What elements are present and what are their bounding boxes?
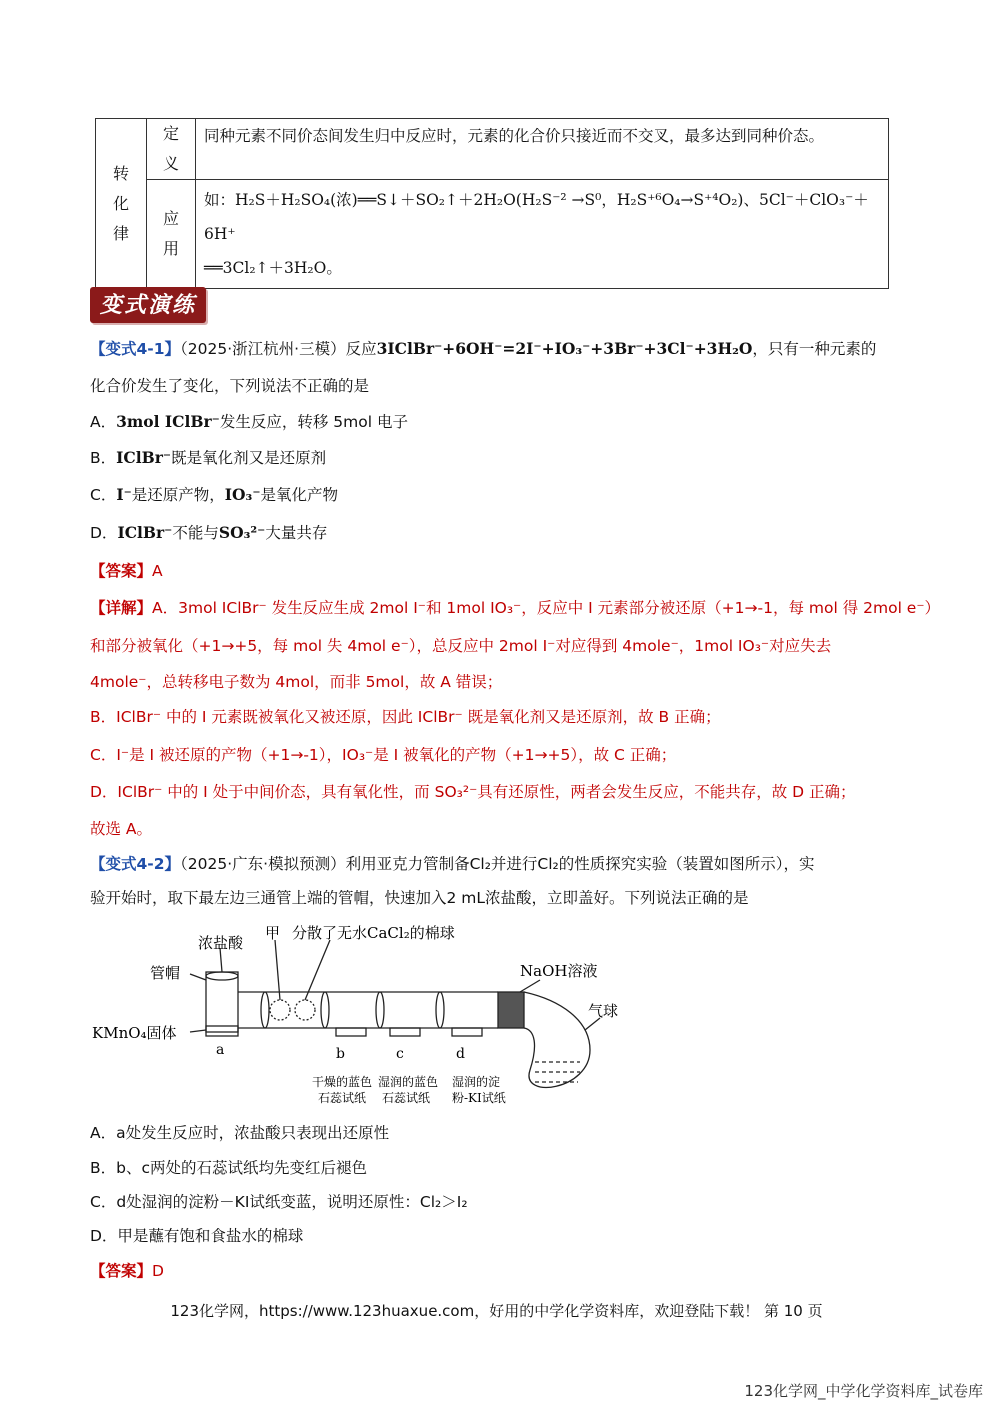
q1-option-b bbox=[90, 447, 326, 469]
q2-stem-text: （2025·广东·模拟预测）利用亚克力管制备Cl₂并进行Cl₂的性质探究实验（装置如图所示），实 bbox=[180, 855, 815, 873]
q2-stem-line-2: 验开始时，取下最左边三通管上端的管帽，快速加入2 mL浓盐酸，立即盖好。下列说法正确的是 bbox=[90, 889, 749, 907]
detail-tag: 【详解】 bbox=[90, 599, 153, 617]
q1-option-c bbox=[90, 484, 338, 506]
answer-tag: 【答案】 bbox=[90, 562, 153, 580]
option-letter: D． bbox=[90, 524, 118, 542]
conversion-law-table bbox=[95, 118, 889, 289]
answer-value: D bbox=[152, 1262, 164, 1280]
cotton-ball bbox=[270, 1000, 290, 1020]
application-line-1: 如：H₂S＋H₂SO₄(浓)══S↓＋SO₂↑＋2H₂O(H₂S⁻² →S⁰，H₂S⁺⁶O₄→S⁺⁴O₂)、5Cl⁻＋ClO₃⁻＋6H⁺ bbox=[204, 191, 869, 243]
formula: SO₃²⁻ bbox=[218, 523, 266, 542]
q2-answer bbox=[90, 1260, 164, 1282]
option-text: 不能与 bbox=[172, 524, 219, 542]
page-footer: 123化学网，https://www.123huaxue.com，好用的中学化学资料库，欢迎登陆下载！ 第 10 页 bbox=[170, 1302, 823, 1320]
cotton-ball bbox=[295, 1000, 315, 1020]
law-label-char: 化 bbox=[112, 193, 129, 213]
q1-detail-line-3: 4mole⁻，总转移电子数为 4mol，而非 5mol，故 A 错误； bbox=[90, 673, 503, 691]
label-b: b bbox=[336, 1046, 345, 1062]
application-label-char: 应 bbox=[162, 209, 179, 228]
q1-option-d bbox=[90, 522, 327, 544]
branch-d bbox=[452, 1028, 482, 1036]
detail-text: A．3mol IClBr⁻ 发生反应生成 2mol I⁻和 1mol IO₃⁻，反应中 I 元素部分被还原（+1→-1，每 mol 得 2mol e⁻） bbox=[152, 599, 941, 617]
formula: I⁻ bbox=[116, 485, 132, 504]
formula: IClBr⁻ bbox=[116, 448, 172, 467]
note-d-1: 湿润的淀 bbox=[452, 1075, 501, 1089]
option-text: 大量共存 bbox=[265, 524, 328, 542]
q1-option-a bbox=[90, 411, 408, 433]
note-c-1: 湿润的蓝色 bbox=[378, 1075, 439, 1089]
label-c: c bbox=[396, 1046, 404, 1062]
q2-option-c: C．d处湿润的淀粉－KI试纸变蓝，说明还原性：Cl₂＞I₂ bbox=[90, 1193, 468, 1211]
q1-stem-line-1 bbox=[90, 338, 876, 360]
q1-detail-line-7: 故选 A。 bbox=[90, 820, 153, 838]
definition-text-cell bbox=[196, 119, 889, 180]
q1-answer bbox=[90, 560, 163, 582]
label-hcl: 浓盐酸 bbox=[198, 934, 244, 952]
q1-equation: 3IClBr⁻+6OH⁻=2I⁻+IO₃⁻+3Br⁻+3Cl⁻+3H₂O bbox=[376, 339, 753, 358]
practice-banner-text: 变式演练 bbox=[99, 292, 196, 318]
label-balloon: 气球 bbox=[588, 1002, 619, 1020]
branch-c bbox=[390, 1028, 420, 1036]
balloon bbox=[524, 992, 590, 1087]
q1-detail-line-6: D．IClBr⁻ 中的 I 处于中间价态，具有氧化性，而 SO₃²⁻具有还原性，两者会发生反应，不能共存，故 D 正确； bbox=[90, 783, 856, 801]
definition-label-cell bbox=[147, 119, 196, 180]
branch-b bbox=[336, 1028, 366, 1036]
practice-banner bbox=[90, 287, 206, 323]
option-text: 既是氧化剂又是还原剂 bbox=[171, 449, 327, 467]
formula: 3mol IClBr⁻ bbox=[116, 412, 220, 431]
answer-value: A bbox=[152, 562, 163, 580]
note-b-1: 干燥的蓝色 bbox=[312, 1075, 373, 1089]
application-label-char: 用 bbox=[162, 239, 179, 258]
q1-detail-line-2: 和部分被氧化（+1→+5，每 mol 失 4mol e⁻），总反应中 2mol I⁻对应得到 4mole⁻，1mol IO₃⁻对应失去 bbox=[90, 637, 832, 655]
label-a: a bbox=[216, 1042, 225, 1058]
law-label-cell bbox=[96, 119, 147, 289]
tube-cap bbox=[206, 972, 238, 980]
option-letter: B． bbox=[90, 449, 117, 467]
definition-label-char: 定 bbox=[162, 124, 179, 143]
q1-stem-text: ，只有一种元素的 bbox=[752, 340, 877, 358]
note-c-2: 石蕊试纸 bbox=[382, 1091, 431, 1105]
label-d: d bbox=[456, 1046, 465, 1062]
label-jia: 甲 bbox=[265, 924, 281, 942]
definition-label-char: 义 bbox=[162, 154, 179, 173]
apparatus-figure bbox=[90, 920, 650, 1120]
q1-stem-line-2: 化合价发生了变化，下列说法不正确的是 bbox=[90, 377, 370, 395]
law-label-char: 转 bbox=[112, 163, 129, 183]
q1-stem-text: （2025·浙江杭州·三模）反应 bbox=[180, 340, 377, 358]
answer-tag: 【答案】 bbox=[90, 1262, 153, 1280]
naoh-bulb-connector bbox=[498, 992, 524, 1028]
application-label-cell bbox=[147, 180, 196, 289]
q2-option-d: D．甲是蘸有饱和食盐水的棉球 bbox=[90, 1227, 304, 1245]
option-text: 发生反应，转移 5mol 电子 bbox=[219, 413, 408, 431]
application-text-cell bbox=[196, 180, 889, 289]
q2-tag: 【变式4-2】 bbox=[90, 855, 181, 873]
law-label-char: 律 bbox=[112, 223, 129, 243]
formula: IClBr⁻ bbox=[117, 523, 173, 542]
formula: IO₃⁻ bbox=[224, 485, 261, 504]
q1-tag: 【变式4-1】 bbox=[90, 340, 181, 358]
option-letter: A． bbox=[90, 413, 117, 431]
note-d-2: 粉-KI试纸 bbox=[452, 1091, 506, 1105]
label-cap: 管帽 bbox=[150, 964, 181, 982]
law-label bbox=[96, 159, 146, 249]
label-kmno4: KMnO₄固体 bbox=[92, 1024, 177, 1042]
q2-option-a: A．a处发生反应时，浓盐酸只表现出还原性 bbox=[90, 1124, 390, 1142]
note-b-2: 石蕊试纸 bbox=[318, 1091, 367, 1105]
q1-detail-line-4: B．IClBr⁻ 中的 I 元素既被氧化又被还原，因此 IClBr⁻ 既是氧化剂又是还原剂，故 B 正确； bbox=[90, 708, 721, 726]
application-line-2: ══3Cl₂↑＋3H₂O。 bbox=[204, 259, 342, 277]
option-letter: C． bbox=[90, 486, 117, 504]
definition-text: 同种元素不同价态间发生归中反应时，元素的化合价只接近而不交叉，最多达到同种价态。 bbox=[204, 127, 825, 145]
kmno4-tube-bottom bbox=[206, 1026, 238, 1036]
q1-detail-line-5: C．I⁻是 I 被还原的产物（+1→-1），IO₃⁻是 I 被氧化的产物（+1→+5），故 C 正确； bbox=[90, 746, 677, 764]
label-naoh: NaOH溶液 bbox=[520, 962, 598, 980]
corner-watermark: 123化学网_中学化学资料库_试卷库 bbox=[744, 1382, 983, 1400]
option-text: 是还原产物， bbox=[131, 486, 225, 504]
option-text: 是氧化产物 bbox=[260, 486, 339, 504]
three-way-tube bbox=[206, 972, 238, 1032]
label-cotton: 分散了无水CaCl₂的棉球 bbox=[292, 924, 455, 942]
q1-detail-line-1 bbox=[90, 597, 940, 619]
q2-stem-line-1 bbox=[90, 853, 815, 875]
q2-option-b: B．b、c两处的石蕊试纸均先变红后褪色 bbox=[90, 1159, 367, 1177]
